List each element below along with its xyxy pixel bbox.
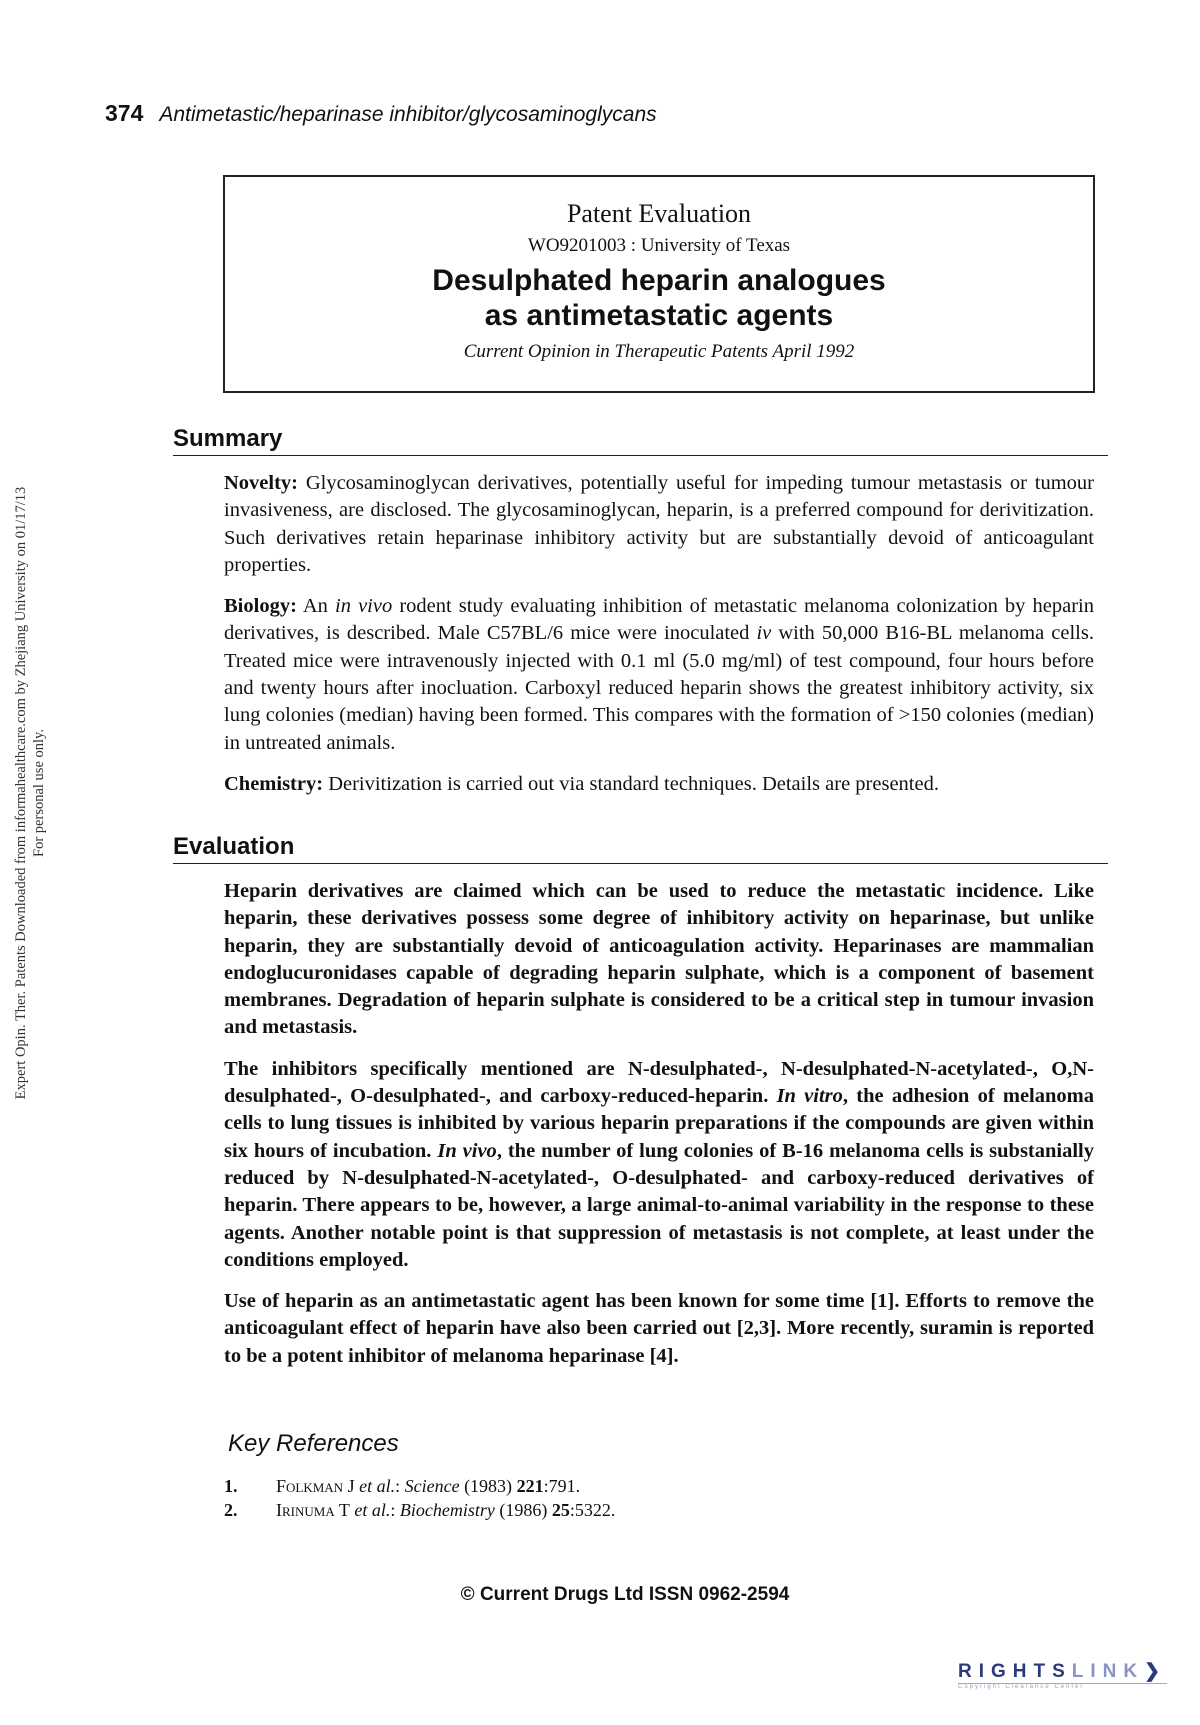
summary-heading: Summary	[173, 425, 1108, 456]
biology-paragraph: Biology: An in vivo rodent study evaluating inhibition of metastatic melanoma colonization by heparin derivatives, is described. Male C57BL/6 mice were inoculated iv with 50,000 B16-BL melanoma cells. Treated mice were intravenously injected with 0.1 ml (5.0 mg/ml) of test compound, four hours before and twenty hours after inocluation. Carboxyl reduced heparin shows the greatest inhibitory activity, six lung colonies (median) having been formed. This compares with the formation of >150 colonies (median) in untreated animals.	[224, 595, 1094, 754]
running-title: Antimetastic/heparinase inhibitor/glycosaminoglycans	[159, 103, 657, 126]
evaluation-heading: Evaluation	[173, 833, 1108, 864]
patent-evaluation-box	[223, 175, 1095, 393]
novelty-paragraph: Novelty: Glycosaminoglycan derivatives, potentially useful for impeding tumour metastasis or tumour invasiveness, are disclosed. The glycosaminoglycan, heparin, is a preferred compound for derivitization. Such derivatives retain heparinase inhibitory activity but are substantially devoid of anticoagulant properties.	[224, 472, 1094, 576]
evaluation-paragraph-2: The inhibitors specifically mentioned are N-desulphated-, N-desulphated-N-acetylated-, O,N-desulphated-, O-desulphated-, and carboxy-reduced-heparin. In vitro, the adhesion of melanoma cells to lung tissues is inhibited by various heparin preparations if the compounds are given within six hours of incubation. In vivo, the number of lung colonies of B-16 melanoma cells is substanially reduced by N-desulphated-N-acetylated-, O-desulphated- and carboxy-reduced derivatives of heparin. There appears to be, however, a large animal-to-animal variability in the response to these agents. Another notable point is that suppression of metastasis is not complete, at least under the conditions employed.	[224, 1057, 1094, 1271]
reference-item: 2. Irinuma T et al.: Biochemistry (1986) 25:5322.	[224, 1500, 616, 1520]
evaluation-paragraph-3: Use of heparin as an antimetastatic agent has been known for some time [1]. Efforts to remove the anticoagulant effect of heparin have also been carried out [2,3]. More recently, suramin is reported to be a potent inhibitor of melanoma heparinase [4].	[224, 1290, 1094, 1367]
download-side-note: Expert Opin. Ther. Patents Downloaded from informahealthcare.com by Zhejiang University on 01/17/13 For personal use only.	[13, 486, 47, 1100]
article-title: Desulphated heparin analogues as antimetastatic agents	[432, 264, 886, 332]
evaluation-paragraph-1: Heparin derivatives are claimed which can be used to reduce the metastatic incidence. Like heparin, these derivatives possess some degree of inhibitory activity on heparinase, but unlike heparin, they are substantially devoid of anticoagulation activity. Heparinases are mammalian endoglucuronidases capable of degrading heparin sulphate, which is a component of basement membranes. Degradation of heparin sulphate is considered to be a critical step in tumour invasion and metastasis.	[224, 880, 1094, 1039]
patent-number: WO9201003 : University of Texas	[527, 235, 791, 256]
page-number: 374	[105, 100, 144, 126]
rightslink-logo[interactable]: RIGHTSLINK❯ Copyright Clearance Center	[958, 1661, 1168, 1690]
source-line: Current Opinion in Therapeutic Patents April 1992	[463, 341, 855, 362]
summary-body	[224, 470, 1094, 812]
evaluation-body	[224, 878, 1094, 1384]
running-head	[105, 100, 657, 127]
reference-item: 1. Folkman J et al.: Science (1983) 221:791.	[224, 1476, 581, 1496]
box-label: Patent Evaluation	[566, 199, 752, 228]
references-heading: Key References	[228, 1430, 399, 1457]
copyright-footer: © Current Drugs Ltd ISSN 0962-2594	[460, 1584, 790, 1605]
chemistry-paragraph: Chemistry: Derivitization is carried out via standard techniques. Details are presented.	[224, 772, 939, 795]
